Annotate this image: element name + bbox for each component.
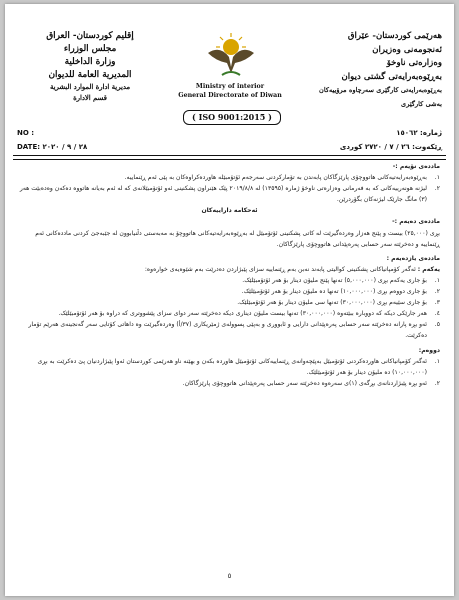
list-item (19, 308, 440, 319)
item-text: بۆ جاری یەکەم بڕی (٥,٠٠٠,٠٠٠) تەنها پێنج ملیۆن دینار بۆ هەر ئۆتۆمبێلێک. (242, 276, 427, 284)
letterhead-line: مجلس الوزراء (63, 44, 117, 54)
arabic-letterhead (17, 30, 163, 104)
list-item (19, 319, 440, 341)
letterhead-line: قسم الادارة (73, 94, 107, 102)
letterhead-line: بەڕێوەبەرایەتی گشتی دیوان (341, 71, 442, 82)
iso-badge: ( ISO 9001:2015 ) (183, 110, 281, 125)
letterhead-line: بەڕێوەبەرایەتی کارگێری سەرچاوە مرۆییەکان (319, 86, 442, 94)
item-number: ١. (434, 357, 440, 365)
item-text: لیژنە هونەرییەکانی کە بە فەرمانی وەزارەتی ناوخۆ ژمارە (١٣٥٩٥) لە ٢٠١٩/٨/٨ پێک هێنراون پشکنینی ئەو ئۆتۆمبێلانەی کە لە ئەم بەیانە هاتووە دەکەن وەدەبێت هەر (٣) مانگ جارێک لیژنەکان بگۆردرێن. (19, 185, 427, 204)
directorate-name: General Directorate of Diwan (178, 91, 282, 99)
list-item (19, 378, 440, 389)
item-number: ٢. (434, 288, 440, 296)
list-item (19, 275, 440, 286)
letterhead-line: بەشی کارگێری (401, 99, 442, 108)
letterhead-line: المديرية العامة للديوان (48, 70, 132, 80)
letterhead-line: وزارة الداخلية (64, 57, 116, 67)
header-divider (13, 155, 446, 160)
letterhead-line: وەزارەتی ناوخۆ (386, 58, 442, 68)
item-number: ٤. (434, 310, 440, 318)
item-text: هەر جارێکی دیکە کە دووبارە ببێتەوە (٣٠,٠٠٠,٠٠٠) تەنها بیست ملیۆن دیناری دیکە دەخرێتە سەر دوای سزای پێشووتری کە دراوە بۆ هەر ئۆتۆمبێلێک. (58, 310, 427, 318)
ministry-name: Ministry of interior (195, 83, 265, 90)
section-title: ئەحکامە داراییەکان (201, 207, 258, 215)
list-item (19, 297, 440, 308)
ministry-english (165, 83, 295, 100)
list-item (19, 286, 440, 297)
subheading: یەکەم : (417, 265, 440, 273)
list-item (19, 172, 440, 183)
letterhead-line: مديرية ادارة الموارد البشرية (49, 83, 131, 91)
reference-date: ڕێکەوت: ٢٦ / ٧ / ٢٧٢٠ کوردی (339, 143, 442, 151)
article-heading: ماددەی دەیەم :- (392, 218, 440, 226)
letterhead-line: إقليم كوردستان- العراق (46, 31, 134, 41)
kurdish-letterhead (292, 30, 442, 111)
item-number: ٢. (434, 185, 440, 193)
item-number: ٣. (434, 299, 440, 307)
item-text: بۆ جاری سێیەم بڕی (٣٠,٠٠٠,٠٠٠) تەنها سی ملیۆن دینار بۆ هەر ئۆتۆمبێلێک. (237, 299, 427, 307)
number-label: NO : (17, 129, 35, 137)
article-heading: ماددەی نۆیەم :- (392, 163, 440, 170)
item-number: ٢. (434, 379, 440, 387)
kurdistan-emblem-icon (202, 31, 260, 81)
item-number: ١. (434, 174, 440, 182)
letterhead-line: هەرێمی کوردستان- عێراق (347, 31, 442, 41)
item-number: ١. (434, 276, 440, 284)
reference-number: ژمارە: ١٥٠٦٢ (396, 129, 442, 137)
document-page (5, 4, 454, 596)
list-item (19, 356, 440, 378)
paragraph-text: ئەگەر کۆمپانیاکانی پشکنینی کوالیتی پابەند نەبن بەم ڕێنماییە سزای پێبژاردن دەدرێت بەم شێوەیەی خوارەوە: (144, 265, 416, 273)
date-label: DATE: ۲۰۲۰ / ۹ / ۲۸ (17, 143, 88, 151)
page-number: ٥ (227, 572, 232, 580)
letterhead-line: ئەنجومەنی وەزیران (372, 44, 442, 55)
item-number: ٥. (434, 321, 440, 329)
item-text: ئەو بڕە پارانە دەخرێتە سەر حسابی پەرەپێدانی دارایی و ئابووری و بەپێی پسوولەی ژمێریکاری (٣٧/أ) وەردەگیرێت وە داهاتی کۆتایی سەر گەنجینەی هەرێم تۆمار دەکرێت. (28, 321, 427, 340)
article-heading: ماددەی یازدەیەم : (386, 254, 440, 262)
item-text: بۆ جاری دووەم بڕی (١٠,٠٠٠,٠٠٠) تەنها دە ملیۆن دینار بۆ هەر ئۆتۆمبێلێک. (241, 288, 427, 296)
list-item (19, 183, 440, 205)
item-text: ئەو بڕە پێبژاردنانەی بڕگەی (١)ی سەرەوە دەخرێتە سەر حسابی پەرەپێدانی هاتووچۆی پارێزگاکان. (182, 379, 427, 387)
document-body (19, 161, 440, 389)
paragraph (19, 264, 440, 275)
subheading: دووەم: (418, 346, 440, 354)
paragraph: بڕی (٢٥,٠٠٠) بیست و پێنج هەزار وەردەگیرێت لە کاتی پشکنینی ئۆتۆمبێل لە بەڕێوەبەرایەتیەکانی هاتووچۆ بە مەبەستی دڵنیابوون لە جێبەجێ کردنی ماددەکانی ئەم ڕێنماییە و دەخرێتە سەر حسابی پەرەپێدانی هاتووچۆی پارێزگاکان. (35, 229, 440, 248)
item-text: ئەگەر کۆمپانیاکانی هاوردەکردنی ئۆتۆمبێل بەپێچەوانەی ڕێنماییەکانی ئۆتۆمبێل هاوردە بکەن و بهێنە ناو هەرێمی کوردستان ئەوا پێبژاردنیان پێ دەکرێت بە بڕی (١٠,٠٠٠,٠٠٠) دە ملیۆن دینار بۆ هەر ئۆتۆمبێلێک. (37, 357, 427, 376)
item-text: بەڕێوەبەرایەتیەکانی هاتووچۆی پارێزگاکان پابەندن بە تۆمارکردنی سەرجەم ئۆتۆمبێلە هاوردەکراوەکان بە پێی ئەم ڕێنماییە. (124, 174, 427, 182)
